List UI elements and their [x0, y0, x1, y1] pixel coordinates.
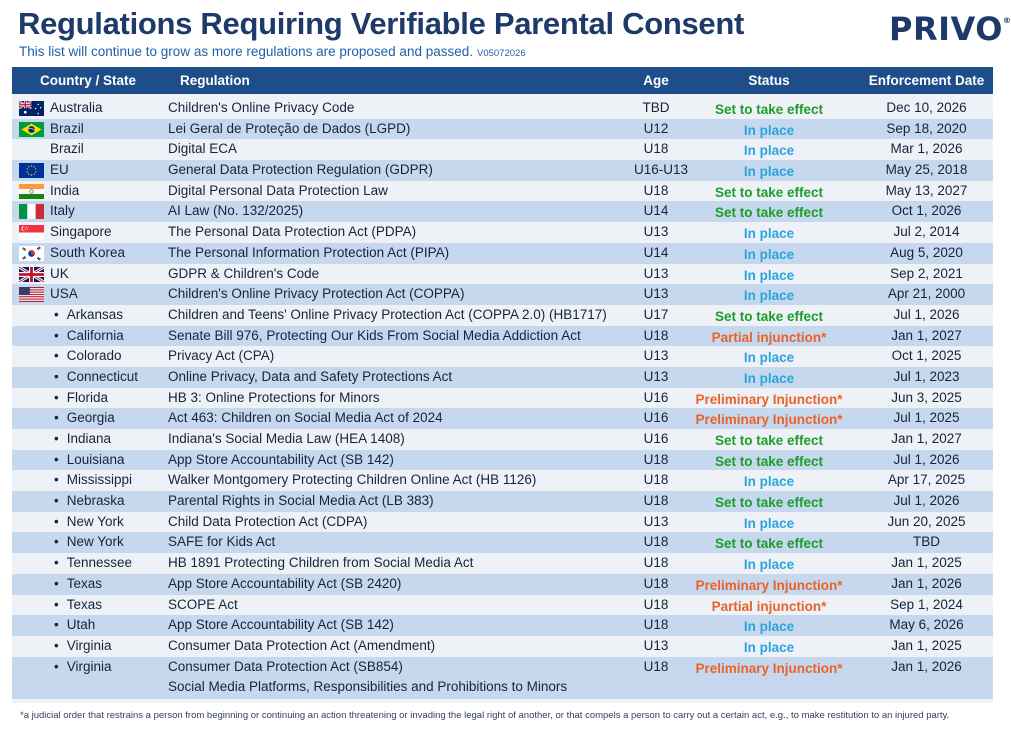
- regulation-name: Senate Bill 976, Protecting Our Kids From Social Media Addiction Act: [168, 327, 581, 343]
- age-cell: TBD: [642, 100, 670, 115]
- country-name: Virginia: [66, 658, 112, 674]
- table-row: [12, 595, 993, 616]
- enforcement-date-cell: Jan 1, 2027: [891, 431, 962, 446]
- country-cell: [50, 429, 168, 449]
- flag-cell: [12, 574, 50, 577]
- bullet-icon: •: [54, 451, 59, 467]
- country-name: California: [66, 327, 124, 343]
- country-name: Virginia: [66, 637, 112, 653]
- bullet-icon: •: [54, 575, 59, 591]
- table-row: [12, 326, 993, 347]
- table-row: [12, 264, 993, 285]
- regulation-name: Parental Rights in Social Media Act (LB 383): [168, 493, 434, 509]
- regulation-name: The Personal Information Protection Act (PIPA): [168, 244, 450, 260]
- age-cell: U16: [643, 431, 669, 446]
- table-row: [12, 491, 993, 512]
- enforcement-date-cell: Jan 1, 2027: [891, 327, 962, 343]
- column-header-status: Status: [748, 73, 790, 88]
- status-badge: In place: [743, 122, 795, 138]
- country-name: Singapore: [50, 224, 112, 240]
- flag-cell: [12, 532, 50, 535]
- country-name: Arkansas: [66, 306, 124, 322]
- status-badge: Partial injunction*: [711, 329, 827, 345]
- uk-flag: [12, 264, 50, 282]
- country-name: Georgia: [66, 410, 115, 426]
- age-cell: U18: [643, 493, 669, 509]
- regulation-cell: [168, 326, 634, 346]
- country-cell: [50, 98, 168, 118]
- country-cell: [50, 160, 168, 180]
- regulation-cell: [168, 139, 634, 159]
- flag-cell: [12, 595, 50, 598]
- country-cell: [50, 326, 168, 346]
- status-badge: Set to take effect: [714, 205, 824, 221]
- regulation-name: App Store Accountability Act (SB 142): [168, 451, 394, 467]
- page-title: Regulations Requiring Verifiable Parental Consent: [18, 6, 745, 41]
- regulation-name: The Personal Data Protection Act (PDPA): [168, 224, 417, 240]
- version-label: V05072026: [477, 48, 526, 59]
- status-badge: In place: [743, 143, 795, 159]
- country-cell: [50, 532, 168, 552]
- country-cell: [50, 636, 168, 656]
- regulation-name: Digital Personal Data Protection Law: [168, 182, 388, 198]
- regulation-cell: [168, 243, 634, 263]
- regulation-cell: [168, 532, 634, 552]
- table-row: [12, 553, 993, 574]
- bullet-icon: •: [54, 637, 59, 653]
- status-badge: In place: [743, 288, 795, 304]
- regulation-cell: [168, 119, 634, 139]
- country-name: Brazil: [50, 141, 84, 157]
- regulation-name: Online Privacy, Data and Safety Protections Act: [168, 368, 453, 384]
- table-header: [12, 67, 993, 94]
- enforcement-date-cell: Jun 20, 2025: [887, 513, 966, 529]
- enforcement-date-cell: Jan 1, 2025: [891, 637, 962, 653]
- flag-cell: [12, 491, 50, 494]
- status-badge: Set to take effect: [714, 308, 824, 324]
- country-name: Italy: [50, 203, 75, 219]
- table-row: [12, 284, 993, 305]
- regulation-name: App Store Accountability Act (SB 2420): [168, 575, 402, 591]
- table-row: [12, 222, 993, 243]
- regulation-name: AI Law (No. 132/2025): [168, 203, 304, 219]
- flag-cell: [12, 408, 50, 411]
- regulation-cell: [168, 574, 634, 594]
- age-cell: U13: [643, 368, 669, 384]
- bullet-icon: •: [54, 596, 59, 612]
- country-cell: [50, 595, 168, 615]
- age-cell: U18: [643, 596, 669, 612]
- enforcement-date-cell: Jan 1, 2025: [891, 555, 962, 571]
- regulation-cell: [168, 181, 634, 201]
- status-badge: In place: [743, 370, 795, 386]
- age-cell: U13: [643, 224, 669, 240]
- age-cell: U12: [643, 120, 669, 136]
- status-badge: Set to take effect: [714, 102, 824, 117]
- enforcement-date-cell: Sep 1, 2024: [890, 596, 963, 612]
- age-cell: U13: [643, 513, 669, 529]
- age-cell: U13: [643, 265, 669, 281]
- flag-cell: [12, 326, 50, 329]
- country-name: Louisiana: [66, 451, 125, 467]
- age-cell: U16: [643, 389, 669, 405]
- status-badge: Set to take effect: [714, 495, 824, 511]
- age-cell: U13: [643, 286, 669, 302]
- status-badge: Preliminary Injunction*: [695, 412, 843, 428]
- regulation-name: Children and Teens' Online Privacy Protection Act (COPPA 2.0) (HB1717): [168, 306, 607, 322]
- table-row: [12, 657, 993, 699]
- italy-flag: [12, 201, 50, 219]
- table-row: [12, 470, 993, 491]
- enforcement-date-cell: May 6, 2026: [889, 617, 964, 633]
- table-row: [12, 119, 993, 140]
- table-row: [12, 160, 993, 181]
- country-cell: [50, 119, 168, 139]
- status-badge: Set to take effect: [714, 433, 824, 448]
- table-row: [12, 512, 993, 533]
- flag-cell: [12, 470, 50, 473]
- bullet-icon: •: [54, 617, 59, 633]
- table-row: [12, 450, 993, 471]
- status-badge: In place: [743, 164, 795, 180]
- country-name: New York: [66, 534, 124, 550]
- regulation-cell: [168, 367, 634, 387]
- status-badge: In place: [743, 474, 795, 490]
- age-cell: U13: [643, 637, 669, 653]
- bullet-icon: •: [54, 306, 59, 322]
- status-badge: In place: [743, 557, 795, 573]
- bullet-icon: •: [54, 348, 59, 364]
- status-badge: Set to take effect: [714, 536, 824, 552]
- country-cell: [50, 408, 168, 428]
- regulation-cell: [168, 346, 634, 366]
- south-korea-flag: [12, 243, 50, 261]
- regulation-cell: [168, 491, 634, 511]
- table-row: [12, 98, 993, 119]
- table-row: [12, 367, 993, 388]
- regulation-name: General Data Protection Regulation (GDPR): [168, 162, 433, 178]
- flag-cell: [12, 657, 50, 660]
- bullet-icon: •: [54, 534, 59, 550]
- country-name: Colorado: [66, 348, 122, 364]
- regulation-name: SCOPE Act: [168, 596, 238, 612]
- flag-cell: [12, 450, 50, 453]
- country-cell: [50, 491, 168, 511]
- regulation-cell: [168, 470, 634, 490]
- regulation-cell: [168, 305, 634, 325]
- regulation-cell: [168, 553, 634, 573]
- bullet-icon: •: [54, 368, 59, 384]
- flag-cell: [12, 553, 50, 556]
- country-cell: [50, 264, 168, 284]
- footnote: *a judicial order that restrains a person from beginning or continuing an action threatening or invading the legal right of another, or that compels a person to carry out a certain act, e.g., to make restitution to an injured party.: [20, 710, 950, 721]
- age-cell: U18: [643, 327, 669, 343]
- regulation-name: App Store Accountability Act (SB 142): [168, 617, 394, 633]
- country-cell: [50, 305, 168, 325]
- country-cell: [50, 346, 168, 366]
- bullet-icon: •: [54, 513, 59, 529]
- regulation-cell: [168, 388, 634, 408]
- regulation-subtitle: Social Media Platforms, Responsibilities and Prohibitions to Minors: [168, 678, 568, 694]
- table-row: [12, 532, 993, 553]
- age-cell: U18: [643, 555, 669, 571]
- regulation-cell: [168, 222, 634, 242]
- status-badge: In place: [743, 619, 795, 635]
- regulation-cell: [168, 615, 634, 635]
- country-cell: [50, 284, 168, 304]
- country-cell: [50, 243, 168, 263]
- country-cell: [50, 181, 168, 201]
- age-cell: U16: [643, 410, 669, 426]
- eu-flag: [12, 160, 50, 178]
- country-cell: [50, 615, 168, 635]
- regulation-cell: [168, 636, 634, 656]
- age-cell: U16-U13: [634, 162, 689, 178]
- status-badge: Set to take effect: [714, 453, 824, 469]
- status-badge: In place: [743, 639, 795, 655]
- table-row: [12, 388, 993, 409]
- regulation-cell: [168, 408, 634, 428]
- enforcement-date-cell: Apr 17, 2025: [887, 472, 966, 488]
- country-name: India: [50, 182, 80, 198]
- singapore-flag: [12, 222, 50, 240]
- regulation-name: Consumer Data Protection Act (SB854): [168, 658, 403, 674]
- flag-cell: [12, 367, 50, 370]
- regulation-cell: [168, 201, 634, 221]
- country-cell: [50, 553, 168, 573]
- status-badge: In place: [743, 246, 795, 262]
- country-name: USA: [50, 286, 78, 302]
- country-cell: [50, 470, 168, 490]
- enforcement-date-cell: May 25, 2018: [885, 162, 968, 178]
- australia-flag: [12, 98, 50, 116]
- enforcement-date-cell: Aug 5, 2020: [890, 244, 963, 260]
- regulation-name: Consumer Data Protection Act (Amendment): [168, 637, 436, 653]
- flag-cell: [12, 305, 50, 308]
- enforcement-date-cell: Jan 1, 2026: [891, 658, 962, 674]
- bullet-icon: •: [54, 555, 59, 571]
- regulation-cell: [168, 429, 634, 449]
- brazil-flag: [12, 119, 50, 137]
- enforcement-date-cell: Jul 1, 2026: [893, 451, 960, 467]
- enforcement-date-cell: Oct 1, 2026: [891, 203, 962, 219]
- column-header-date: Enforcement Date: [868, 73, 985, 88]
- bullet-icon: •: [54, 410, 59, 426]
- regulation-name: HB 1891 Protecting Children from Social Media Act: [168, 555, 474, 571]
- enforcement-date-cell: May 13, 2027: [885, 182, 968, 198]
- country-name: Nebraska: [66, 493, 125, 509]
- table-row: [12, 243, 993, 264]
- subtitle-text: This list will continue to grow as more regulations are proposed and passed.: [19, 44, 473, 59]
- flag-cell: [12, 388, 50, 391]
- country-name: South Korea: [50, 244, 126, 260]
- country-cell: [50, 388, 168, 408]
- enforcement-date-cell: Mar 1, 2026: [890, 141, 963, 157]
- flag-cell: [12, 139, 50, 142]
- country-cell: [50, 201, 168, 221]
- age-cell: U14: [643, 203, 669, 219]
- table-row: [12, 574, 993, 595]
- country-cell: [50, 222, 168, 242]
- table-row: [12, 636, 993, 657]
- regulation-name: Act 463: Children on Social Media Act of 2024: [168, 410, 443, 426]
- regulation-name: Child Data Protection Act (CDPA): [168, 513, 368, 529]
- status-badge: In place: [743, 226, 795, 242]
- regulation-name: Walker Montgomery Protecting Children Online Act (HB 1126): [168, 472, 537, 488]
- enforcement-date-cell: Jul 1, 2026: [893, 493, 960, 509]
- age-cell: U18: [643, 534, 669, 550]
- age-cell: U18: [643, 472, 669, 488]
- privo-logo: PRIVO®: [889, 10, 1011, 48]
- enforcement-date-cell: Sep 18, 2020: [886, 120, 967, 136]
- country-cell: [50, 139, 168, 159]
- country-name: EU: [50, 162, 69, 178]
- regulations-table: [12, 67, 993, 703]
- country-name: Mississippi: [66, 472, 132, 488]
- table-body: [12, 94, 993, 699]
- age-cell: U18: [643, 575, 669, 591]
- regulation-name: Lei Geral de Proteção de Dados (LGPD): [168, 120, 411, 136]
- age-cell: U18: [643, 617, 669, 633]
- regulation-cell: [168, 160, 634, 180]
- regulation-name: HB 3: Online Protections for Minors: [168, 389, 380, 405]
- country-name: Brazil: [50, 120, 84, 136]
- page-subtitle: [19, 44, 526, 59]
- regulation-cell: [168, 264, 634, 284]
- age-cell: U17: [643, 306, 669, 322]
- bullet-icon: •: [54, 389, 59, 405]
- enforcement-date-cell: Jun 3, 2025: [891, 389, 962, 405]
- regulation-name: GDPR & Children's Code: [168, 265, 320, 281]
- column-header-regulation: Regulation: [180, 73, 250, 88]
- status-badge: In place: [743, 515, 795, 531]
- regulation-cell: [168, 657, 634, 697]
- status-badge: Set to take effect: [714, 184, 824, 200]
- country-name: Utah: [66, 617, 96, 633]
- age-cell: U13: [643, 348, 669, 364]
- regulation-name: Indiana's Social Media Law (HEA 1408): [168, 431, 405, 446]
- country-name: Connecticut: [66, 368, 139, 384]
- table-row: [12, 201, 993, 222]
- flag-cell: [12, 636, 50, 639]
- column-header-age: Age: [643, 73, 669, 88]
- column-header-country: Country / State: [40, 73, 137, 88]
- bullet-icon: •: [54, 327, 59, 343]
- bullet-icon: •: [54, 658, 59, 674]
- regulation-name: Digital ECA: [168, 141, 238, 157]
- table-row: [12, 408, 993, 429]
- enforcement-date-cell: Apr 21, 2000: [887, 286, 966, 302]
- enforcement-date-cell: Dec 10, 2026: [886, 100, 967, 115]
- status-badge: Preliminary Injunction*: [695, 660, 843, 676]
- country-name: UK: [50, 265, 69, 281]
- flag-cell: [12, 615, 50, 618]
- usa-flag: [12, 284, 50, 302]
- country-cell: [50, 574, 168, 594]
- country-cell: [50, 512, 168, 532]
- enforcement-date-cell: Jul 1, 2026: [893, 306, 960, 322]
- regulation-name: SAFE for Kids Act: [168, 534, 276, 550]
- country-cell: [50, 450, 168, 470]
- enforcement-date-cell: Jan 1, 2026: [891, 575, 962, 591]
- country-name: Texas: [66, 596, 103, 612]
- regulation-cell: [168, 284, 634, 304]
- table-row: [12, 181, 993, 202]
- enforcement-date-cell: Jul 2, 2014: [893, 224, 960, 240]
- country-name: New York: [66, 513, 124, 529]
- table-row: [12, 429, 993, 450]
- regulation-cell: [168, 98, 634, 118]
- age-cell: U18: [643, 658, 669, 674]
- flag-cell: [12, 512, 50, 515]
- enforcement-date-cell: Sep 2, 2021: [890, 265, 963, 281]
- flag-cell: [12, 429, 50, 432]
- age-cell: U14: [643, 244, 669, 260]
- country-name: Indiana: [66, 431, 112, 446]
- table-row: [12, 615, 993, 636]
- bullet-icon: •: [54, 431, 59, 446]
- bullet-icon: •: [54, 493, 59, 509]
- india-flag: [12, 181, 50, 199]
- regulation-cell: [168, 512, 634, 532]
- regulation-name: Children's Online Privacy Protection Act (COPPA): [168, 286, 465, 302]
- enforcement-date-cell: Jul 1, 2023: [893, 368, 960, 384]
- regulation-name: Children's Online Privacy Code: [168, 100, 355, 115]
- age-cell: U18: [643, 451, 669, 467]
- regulation-cell: [168, 595, 634, 615]
- country-name: Texas: [66, 575, 103, 591]
- status-badge: Preliminary Injunction*: [695, 391, 843, 407]
- flag-cell: [12, 346, 50, 349]
- table-row: [12, 139, 993, 160]
- enforcement-date-cell: Oct 1, 2025: [891, 348, 962, 364]
- regulation-name: Privacy Act (CPA): [168, 348, 275, 364]
- country-cell: [50, 657, 168, 677]
- age-cell: U18: [643, 182, 669, 198]
- table-row: [12, 305, 993, 326]
- country-name: Australia: [50, 100, 103, 115]
- status-badge: In place: [743, 267, 795, 283]
- enforcement-date-cell: TBD: [913, 534, 940, 550]
- status-badge: Partial injunction*: [711, 598, 827, 614]
- logo-text: PRIVO: [889, 10, 1003, 48]
- table-row: [12, 346, 993, 367]
- regulation-cell: [168, 450, 634, 470]
- status-badge: Preliminary Injunction*: [695, 577, 843, 593]
- country-name: Florida: [66, 389, 108, 405]
- bullet-icon: •: [54, 472, 59, 488]
- enforcement-date-cell: Jul 1, 2025: [893, 410, 960, 426]
- country-name: Tennessee: [66, 555, 133, 571]
- status-badge: In place: [743, 350, 795, 366]
- country-cell: [50, 367, 168, 387]
- age-cell: U18: [643, 141, 669, 157]
